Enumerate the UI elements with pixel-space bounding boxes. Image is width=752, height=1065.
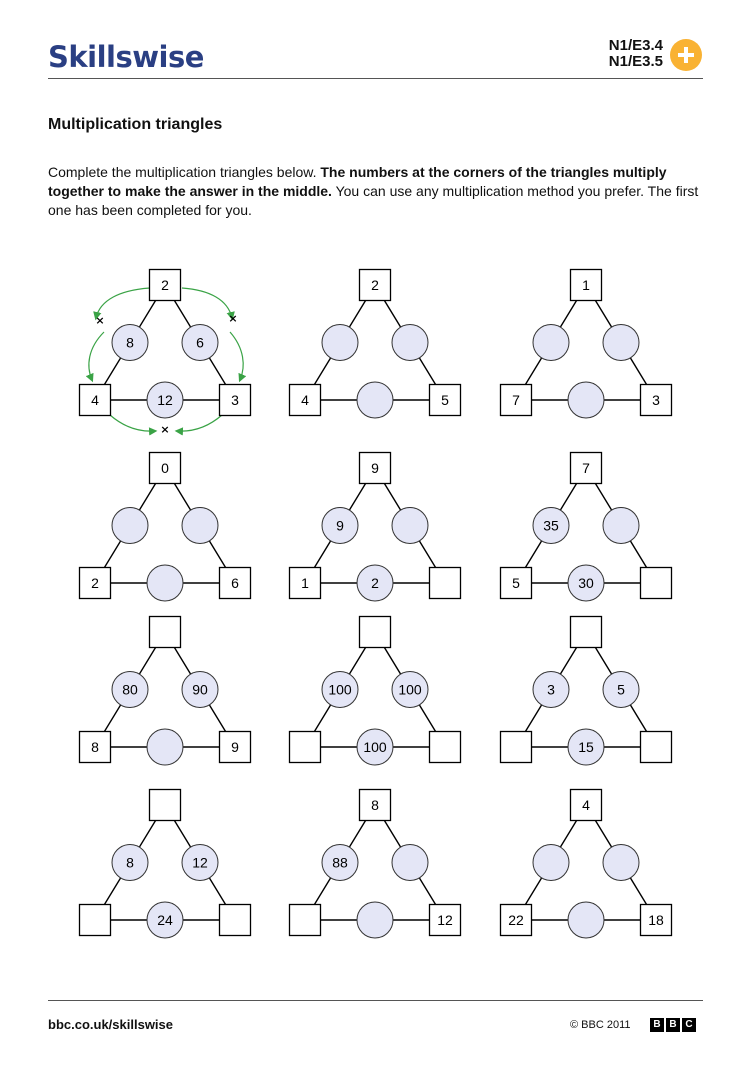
times-mark: × xyxy=(95,314,105,327)
multiplication-triangle xyxy=(80,453,251,602)
right-mid-value: 12 xyxy=(192,854,208,871)
multiplication-triangle xyxy=(501,790,672,939)
top-corner-value: 1 xyxy=(582,277,590,293)
left-mid-circle xyxy=(533,325,569,361)
left-corner-box xyxy=(501,732,532,763)
footer-divider xyxy=(48,1000,703,1001)
multiplication-triangle xyxy=(501,270,672,419)
bottom-mid-circle xyxy=(568,382,604,418)
footer-url: bbc.co.uk/skillswise xyxy=(48,1017,173,1032)
top-corner-box xyxy=(571,617,602,648)
left-mid-value: 8 xyxy=(126,334,134,351)
right-mid-value: 90 xyxy=(192,681,208,698)
right-mid-circle xyxy=(392,508,428,544)
top-corner-value: 2 xyxy=(161,277,169,293)
multiplication-triangle xyxy=(290,270,461,419)
left-corner-value: 2 xyxy=(91,575,99,591)
right-corner-value: 3 xyxy=(231,392,239,408)
right-mid-value: 6 xyxy=(196,334,204,351)
right-corner-box xyxy=(220,905,251,936)
left-mid-value: 8 xyxy=(126,854,134,871)
left-mid-circle xyxy=(322,325,358,361)
right-mid-circle xyxy=(392,845,428,881)
instructions-part-1: Complete the multiplication triangles below. xyxy=(48,164,321,180)
bottom-mid-circle xyxy=(147,729,183,765)
bbc-letter: B xyxy=(650,1018,664,1032)
worksheet-title: Multiplication triangles xyxy=(48,116,223,133)
top-corner-value: 4 xyxy=(582,797,590,813)
right-mid-circle xyxy=(392,325,428,361)
right-corner-box xyxy=(641,568,672,599)
bottom-mid-value: 2 xyxy=(371,575,379,591)
multiplication-triangle xyxy=(501,617,672,766)
multiplication-triangle xyxy=(80,617,251,766)
top-corner-value: 9 xyxy=(371,460,379,476)
level-code-2: N1/E3.5 xyxy=(608,53,663,70)
left-corner-box xyxy=(290,732,321,763)
bbc-logo xyxy=(650,1018,696,1032)
left-mid-value: 80 xyxy=(122,681,138,698)
right-corner-box xyxy=(641,732,672,763)
right-corner-box xyxy=(430,732,461,763)
bottom-mid-circle xyxy=(147,565,183,601)
multiplication-triangle xyxy=(290,453,461,602)
multiplication-triangle xyxy=(290,617,461,766)
skillswise-logo: Skillswise xyxy=(48,40,204,74)
top-corner-value: 0 xyxy=(161,460,169,476)
bottom-mid-value: 30 xyxy=(578,575,594,591)
right-corner-value: 18 xyxy=(648,912,664,928)
right-corner-value: 5 xyxy=(441,392,449,408)
bottom-mid-circle xyxy=(357,902,393,938)
bottom-mid-circle xyxy=(357,382,393,418)
bottom-mid-value: 15 xyxy=(578,739,594,755)
multiplication-triangle xyxy=(290,790,461,939)
bottom-mid-value: 12 xyxy=(157,392,173,408)
bbc-letter: B xyxy=(666,1018,680,1032)
bbc-letter: C xyxy=(682,1018,696,1032)
multiplication-triangle xyxy=(501,453,672,602)
top-corner-box xyxy=(360,617,391,648)
bottom-mid-value: 100 xyxy=(363,739,387,755)
left-mid-value: 9 xyxy=(336,517,344,534)
left-mid-circle xyxy=(112,508,148,544)
instructions-bold: The numbers at the corners of the triangles multiply together to make the answer in the middle. xyxy=(48,164,667,199)
footer-copyright: © BBC 2011 xyxy=(570,1019,631,1031)
multiplication-triangle xyxy=(80,790,251,939)
right-corner-value: 3 xyxy=(652,392,660,408)
times-mark: × xyxy=(228,312,238,325)
instructions-part-2: You can use any multiplication method you prefer. The first one has been completed for you. xyxy=(48,183,699,218)
left-corner-value: 5 xyxy=(512,575,520,591)
times-mark: × xyxy=(160,423,170,436)
left-mid-value: 100 xyxy=(328,681,352,698)
top-corner-box xyxy=(150,617,181,648)
bottom-mid-value: 24 xyxy=(157,912,173,928)
top-corner-value: 8 xyxy=(371,797,379,813)
right-corner-value: 12 xyxy=(437,912,453,928)
left-mid-value: 3 xyxy=(547,681,555,698)
right-mid-value: 5 xyxy=(617,681,625,698)
left-mid-value: 88 xyxy=(332,854,348,871)
multiplication-triangle xyxy=(80,270,251,419)
left-corner-value: 4 xyxy=(301,392,309,408)
left-mid-circle xyxy=(533,845,569,881)
right-mid-circle xyxy=(603,845,639,881)
left-corner-value: 4 xyxy=(91,392,99,408)
right-mid-circle xyxy=(603,508,639,544)
left-corner-box xyxy=(290,905,321,936)
left-corner-value: 8 xyxy=(91,739,99,755)
bottom-mid-circle xyxy=(568,902,604,938)
right-mid-circle xyxy=(182,508,218,544)
right-corner-value: 9 xyxy=(231,739,239,755)
right-mid-circle xyxy=(603,325,639,361)
left-corner-box xyxy=(80,905,111,936)
right-corner-value: 6 xyxy=(231,575,239,591)
top-corner-box xyxy=(150,790,181,821)
top-corner-value: 2 xyxy=(371,277,379,293)
left-corner-value: 7 xyxy=(512,392,520,408)
left-corner-value: 1 xyxy=(301,575,309,591)
left-mid-value: 35 xyxy=(543,517,559,534)
level-code-1: N1/E3.4 xyxy=(608,37,663,54)
top-corner-value: 7 xyxy=(582,460,590,476)
right-corner-box xyxy=(430,568,461,599)
right-mid-value: 100 xyxy=(398,681,422,698)
left-corner-value: 22 xyxy=(508,912,524,928)
